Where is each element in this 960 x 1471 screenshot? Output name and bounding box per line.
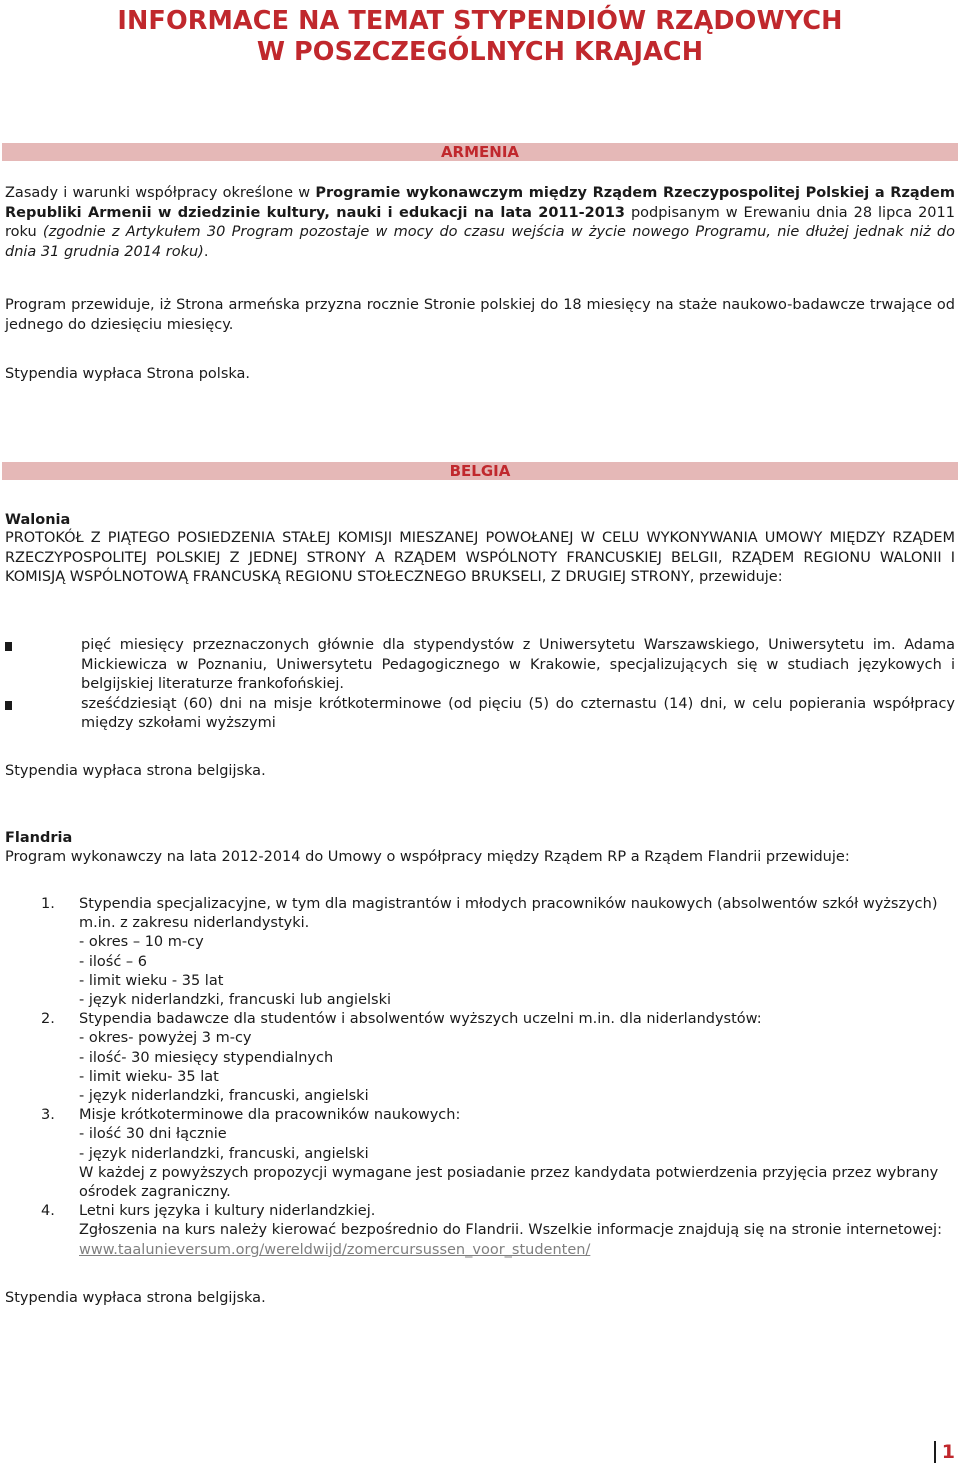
list-item-text: Letni kurs języka i kultury niderlandzkiej. [79, 1203, 376, 1220]
flandria-numbered-list [5, 895, 955, 1260]
list-number: 2. [41, 1011, 55, 1028]
detail-line: - język niderlandzki, francuski lub angielski [79, 992, 392, 1009]
armenia-payment-note: Stypendia wypłaca Strona polska. [5, 366, 251, 382]
detail-line: - ilość – 6 [79, 953, 147, 970]
section-header-armenia: ARMENIA [2, 143, 958, 161]
walonia-payment-note: Stypendia wypłaca strona belgijska. [5, 763, 266, 779]
armenia-paragraph-agreement [5, 184, 955, 262]
list-item [5, 1106, 955, 1202]
list-item [5, 1202, 955, 1260]
detail-line: - okres- powyżej 3 m-cy [79, 1030, 252, 1047]
text-run: Zasady i warunki współpracy określone w [5, 185, 316, 201]
detail-line: - język niderlandzki, francuski, angielski [79, 1145, 369, 1162]
flandria-intro: Program wykonawczy na lata 2012-2014 do Umowy o współpracy między Rządem RP a Rządem Flandrii przewiduje: [5, 849, 850, 865]
website-link[interactable]: www.taalunieversum.org/wereldwijd/zomercursussen_voor_studenten/ [79, 1241, 591, 1258]
square-bullet-icon [5, 642, 12, 651]
square-bullet-icon [5, 701, 12, 710]
section-header-belgia: BELGIA [2, 462, 958, 480]
subsection-heading-walonia: Walonia [5, 512, 71, 528]
text-run: . [203, 243, 209, 260]
list-item-text: sześćdziesiąt (60) dni na misje krótkoterminowe (od pięciu (5) do czternastu (14) dni, w celu popierania współpracy między szkołami wyższymi [81, 695, 955, 732]
detail-line: - okres – 10 m-cy [79, 934, 204, 951]
detail-line: - limit wieku- 35 lat [79, 1068, 219, 1085]
list-item-text: Misje krótkoterminowe dla pracowników naukowych: [79, 1107, 461, 1124]
list-number: 1. [41, 896, 55, 912]
detail-line: - ilość 30 dni łącznie [79, 1126, 227, 1143]
list-number: 3. [41, 1107, 55, 1124]
text-run: Zgłoszenia na kurs należy kierować bezpośrednio do Flandrii. Wszelkie informacje znajdują się na stronie internetowej: [79, 1222, 942, 1239]
title-line-1: INFORMACE NA TEMAT STYPENDIÓW RZĄDOWYCH [117, 6, 843, 36]
list-item-text: pięć miesięcy przeznaczonych głównie dla stypendystów z Uniwersytetu Warszawskiego, Uniwersytetu im. Adama Mickiewicza w Poznaniu, Uniwersytetu Pedagogicznego w Krakowie, specjalizujących się w studiach językowych i belgijskiej literaturze frankofońskiej. [81, 637, 955, 693]
list-number: 4. [41, 1203, 55, 1220]
page-number: 1 [934, 1441, 955, 1463]
subsection-heading-flandria: Flandria [5, 830, 73, 846]
list-item [5, 695, 955, 734]
title-line-2: W POSZCZEGÓLNYCH KRAJACH [256, 37, 704, 67]
list-item-text: Stypendia specjalizacyjne, w tym dla magistrantów i młodych pracowników naukowych (absolwentów szkół wyższych) m.in. z zakresu niderlandystyki. [79, 896, 938, 932]
text-run: podpisanym w Erewaniu dnia 28 lipca 2011 roku [5, 204, 955, 241]
walonia-protocol-text: PROTOKÓŁ Z PIĄTEGO POSIEDZENIA STAŁEJ KOMISJI MIESZANEJ POWOŁANEJ W CELU WYKONYWANIA UMOWY MIĘDZY RZĄDEM RZECZYPOSPOLITEJ POLSKIEJ Z JEDNEJ STRONY A RZĄDEM WSPÓLNOTY FRANCUSKIEJ BELGII, RZĄDEM REGIONU WALONII I KOMISJĄ WSPÓLNOTOWĄ FRANCUSKĄ REGIONU STOŁECZNEGO BRUKSELI, Z DRUGIEJ STRONY, przewiduje: [5, 530, 955, 586]
detail-line: - ilość- 30 miesięcy stypendialnych [79, 1049, 334, 1066]
validity-note: (zgodnie z Artykułem 30 Program pozostaje w mocy do czasu wejścia w życie nowego Programu, nie dłużej jednak niż do dnia 31 grudnia 2014 roku) [5, 224, 956, 260]
detail-line: - limit wieku - 35 lat [79, 972, 224, 989]
program-title: Programie wykonawczym między Rządem Rzeczypospolitej Polskiej a Rządem Republiki Armenii w dziedzinie kultury, nauki i edukacji na lata 2011-2013 [5, 185, 955, 221]
detail-line: - język niderlandzki, francuski, angielski [79, 1088, 369, 1105]
flandria-payment-note: Stypendia wypłaca strona belgijska. [5, 1290, 266, 1306]
requirement-note: W każdej z powyższych propozycji wymagane jest posiadanie przez kandydata potwierdzenia przyjęcia przez wybrany ośrodek zagraniczny. [79, 1164, 939, 1201]
list-item [5, 895, 955, 1010]
list-item [5, 636, 955, 695]
walonia-bullet-list [5, 636, 955, 734]
document-title [0, 6, 960, 68]
list-item-text: Stypendia badawcze dla studentów i absolwentów wyższych uczelni m.in. dla niderlandystów: [79, 1011, 762, 1028]
application-note [79, 1221, 955, 1259]
armenia-paragraph-program: Program przewiduje, iż Strona armeńska przyzna rocznie Stronie polskiej do 18 miesięcy na staże naukowo-badawcze trwające od jednego do dziesięciu miesięcy. [5, 297, 955, 333]
list-item [5, 1010, 955, 1106]
